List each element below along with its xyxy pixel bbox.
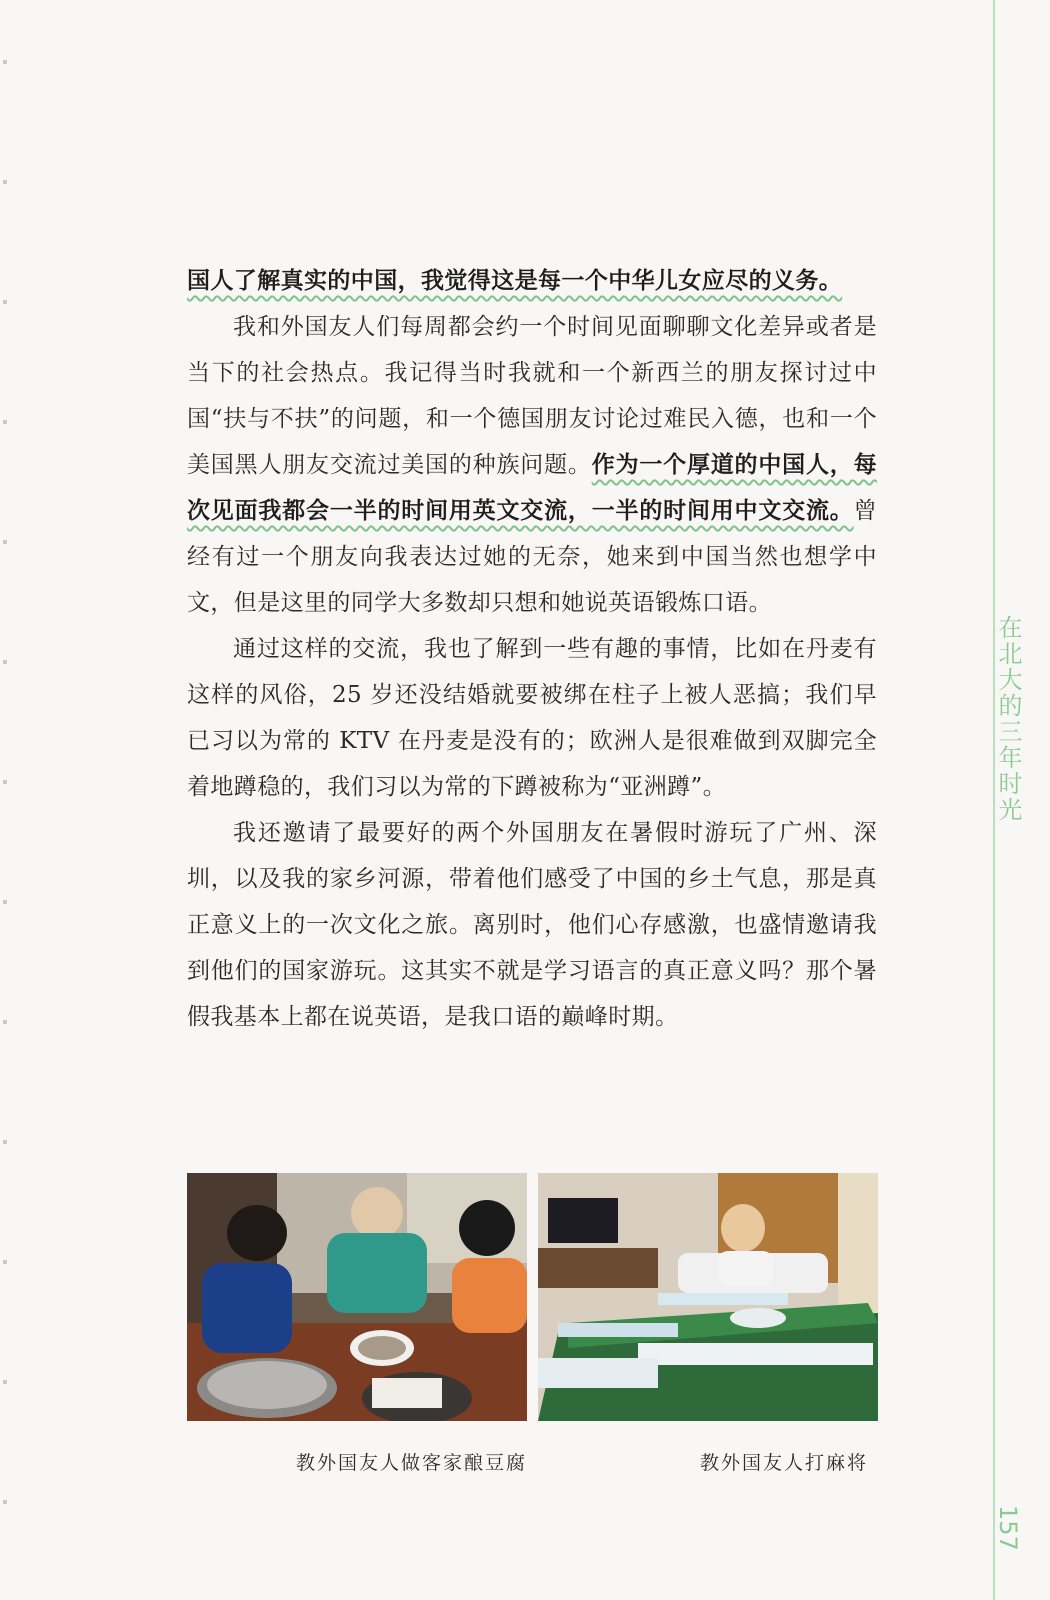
- body-text: [187, 258, 877, 1040]
- photo-mahjong: [538, 1173, 878, 1421]
- paragraph-4: 我还邀请了最要好的两个外国朋友在暑假时游玩了广州、深圳，以及我的家乡河源，带着他们感受了中国的乡土气息，那是真正意义上的一次文化之旅。离别时，他们心存感激，也盛情邀请我到他们的国家游玩。这其实不就是学习语言的真正意义吗？那个暑假我基本上都在说英语，是我口语的巅峰时期。: [187, 820, 877, 1030]
- paragraph-2-text-b: 曾经有过一个朋友向我表达过她的无奈，她来到中国当然也想学中文，但是这里的同学大多数却只想和她说英语锻炼口语。: [187, 498, 877, 616]
- paragraph-3: 通过这样的交流，我也了解到一些有趣的事情，比如在丹麦有这样的风俗，25 岁还没结婚就要被绑在柱子上被人恶搞；我们早已习以为常的 KTV 在丹麦是没有的；欧洲人是很难做到双脚完全着地蹲稳的，我们习以为常的下蹲被称为“亚洲蹲”。: [187, 636, 877, 800]
- paragraph-2-text-a: 我和外国友人们每周都会约一个时间见面聊聊文化差异或者是当下的社会热点。我记得当时我就和一个新西兰的朋友探讨过中国“扶与不扶”的问题，和一个德国朋友讨论过难民入德，也和一个美国黑人朋友交流过美国的种族问题。: [187, 314, 877, 478]
- caption-tofu: 教外国友人做客家酿豆腐: [296, 1452, 528, 1474]
- paragraph-2: [187, 304, 877, 626]
- page-number: 157: [994, 1505, 1022, 1551]
- highlighted-sentence-1: 国人了解真实的中国，我觉得这是每一个中华儿女应尽的义务。: [187, 268, 843, 294]
- highlighted-sentence-2: 作为一个厚道的中国人，每次见面我都会一半的时间用英文交流，一半的时间用中文交流。: [187, 452, 877, 524]
- paragraph-1: [187, 258, 877, 304]
- photo-tofu-making: [187, 1173, 527, 1421]
- caption-mahjong: 教外国友人打麻将: [700, 1452, 869, 1474]
- running-section-title: 在北大的三年时光: [994, 615, 1022, 823]
- binding-edge: [3, 0, 7, 1600]
- photo-mahjong-image: [538, 1173, 878, 1421]
- photo-tofu-making-image: [187, 1173, 527, 1421]
